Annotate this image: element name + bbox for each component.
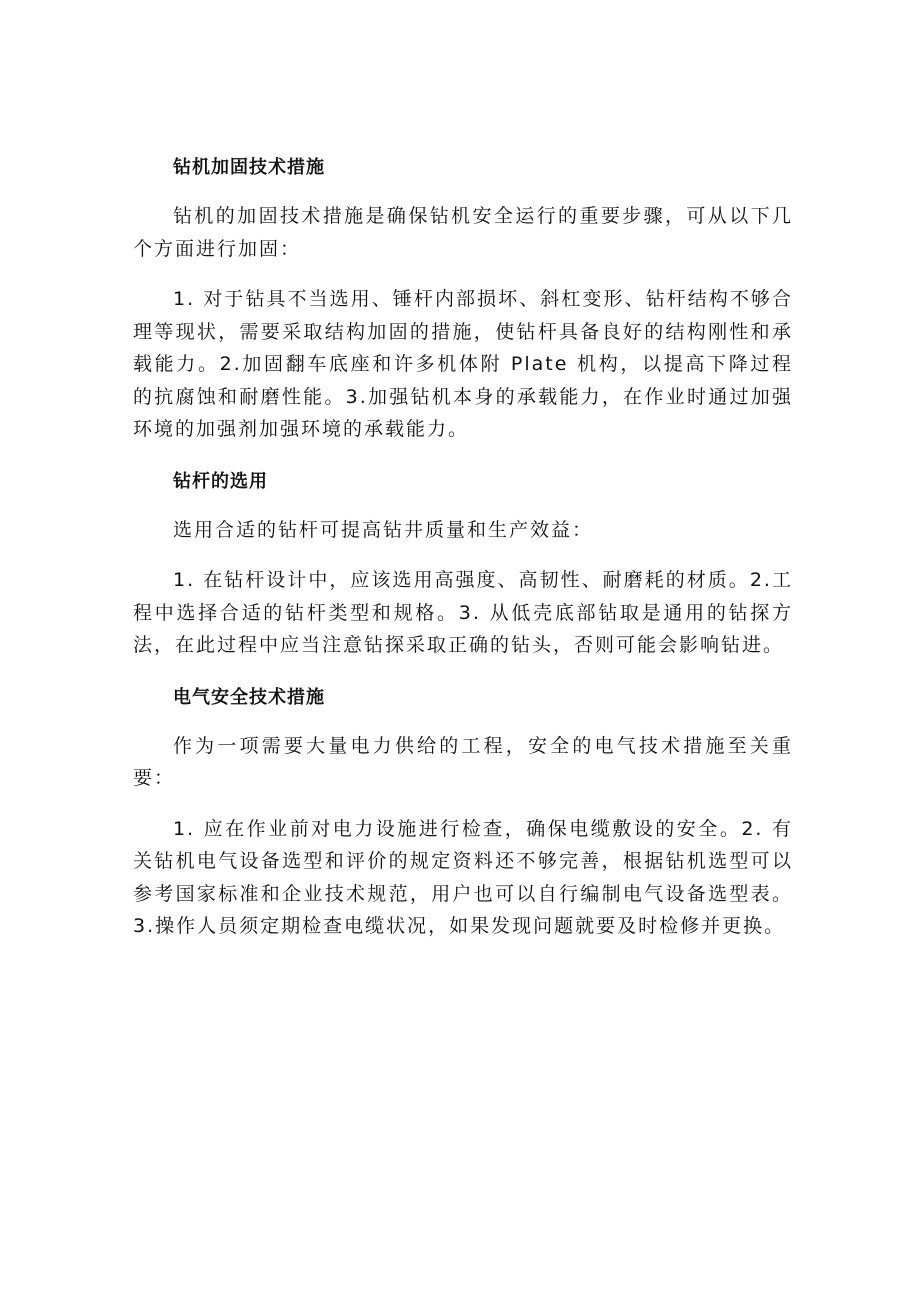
- section-drill-rod-selection: [133, 464, 793, 680]
- section-body: 1. 在钻杆设计中，应该选用高强度、高韧性、耐磨耗的材质。2.工程中选择合适的钻杆类型和规格。3. 从低壳底部钻取是通用的钻探方法，在此过程中应当注意钻探采取正确的钻头，否则可能会影响钻进。: [133, 569, 793, 656]
- section-body: 1. 对于钻具不当选用、锤杆内部损坏、斜杠变形、钻杆结构不够合理等现状，需要采取结构加固的措施，使钻杆具备良好的结构刚性和承载能力。2.加固翻车底座和许多机体附 Plate 机构，以提高下降过程的抗腐蚀和耐磨性能。3.加强钻机本身的承载能力，在作业时通过加强环境的加强剂加强环境的承载能力。: [133, 288, 793, 440]
- section-heading: 钻杆的选用: [173, 470, 268, 492]
- section-intro: 钻机的加固技术措施是确保钻机安全运行的重要步骤，可从以下几个方面进行加固：: [133, 205, 793, 260]
- section-drill-reinforcement: [133, 150, 793, 464]
- document-content: [133, 150, 793, 943]
- section-heading: 钻机加固技术措施: [173, 157, 325, 178]
- section-electrical-safety: [133, 680, 793, 943]
- section-heading: 电气安全技术措施: [173, 686, 325, 708]
- section-body: 1. 应在作业前对电力设施进行检查，确保电缆敷设的安全。2. 有关钻机电气设备选型和评价的规定资料还不够完善，根据钻机选型可以参考国家标准和企业技术规范，用户也可以自行编制电气设备选型表。3.操作人员须定期检查电缆状况，如果发现问题就要及时检修并更换。: [133, 817, 793, 937]
- section-intro: 作为一项需要大量电力供给的工程，安全的电气技术措施至关重要：: [133, 734, 793, 789]
- section-intro: 选用合适的钻杆可提高钻井质量和生产效益：: [173, 518, 594, 541]
